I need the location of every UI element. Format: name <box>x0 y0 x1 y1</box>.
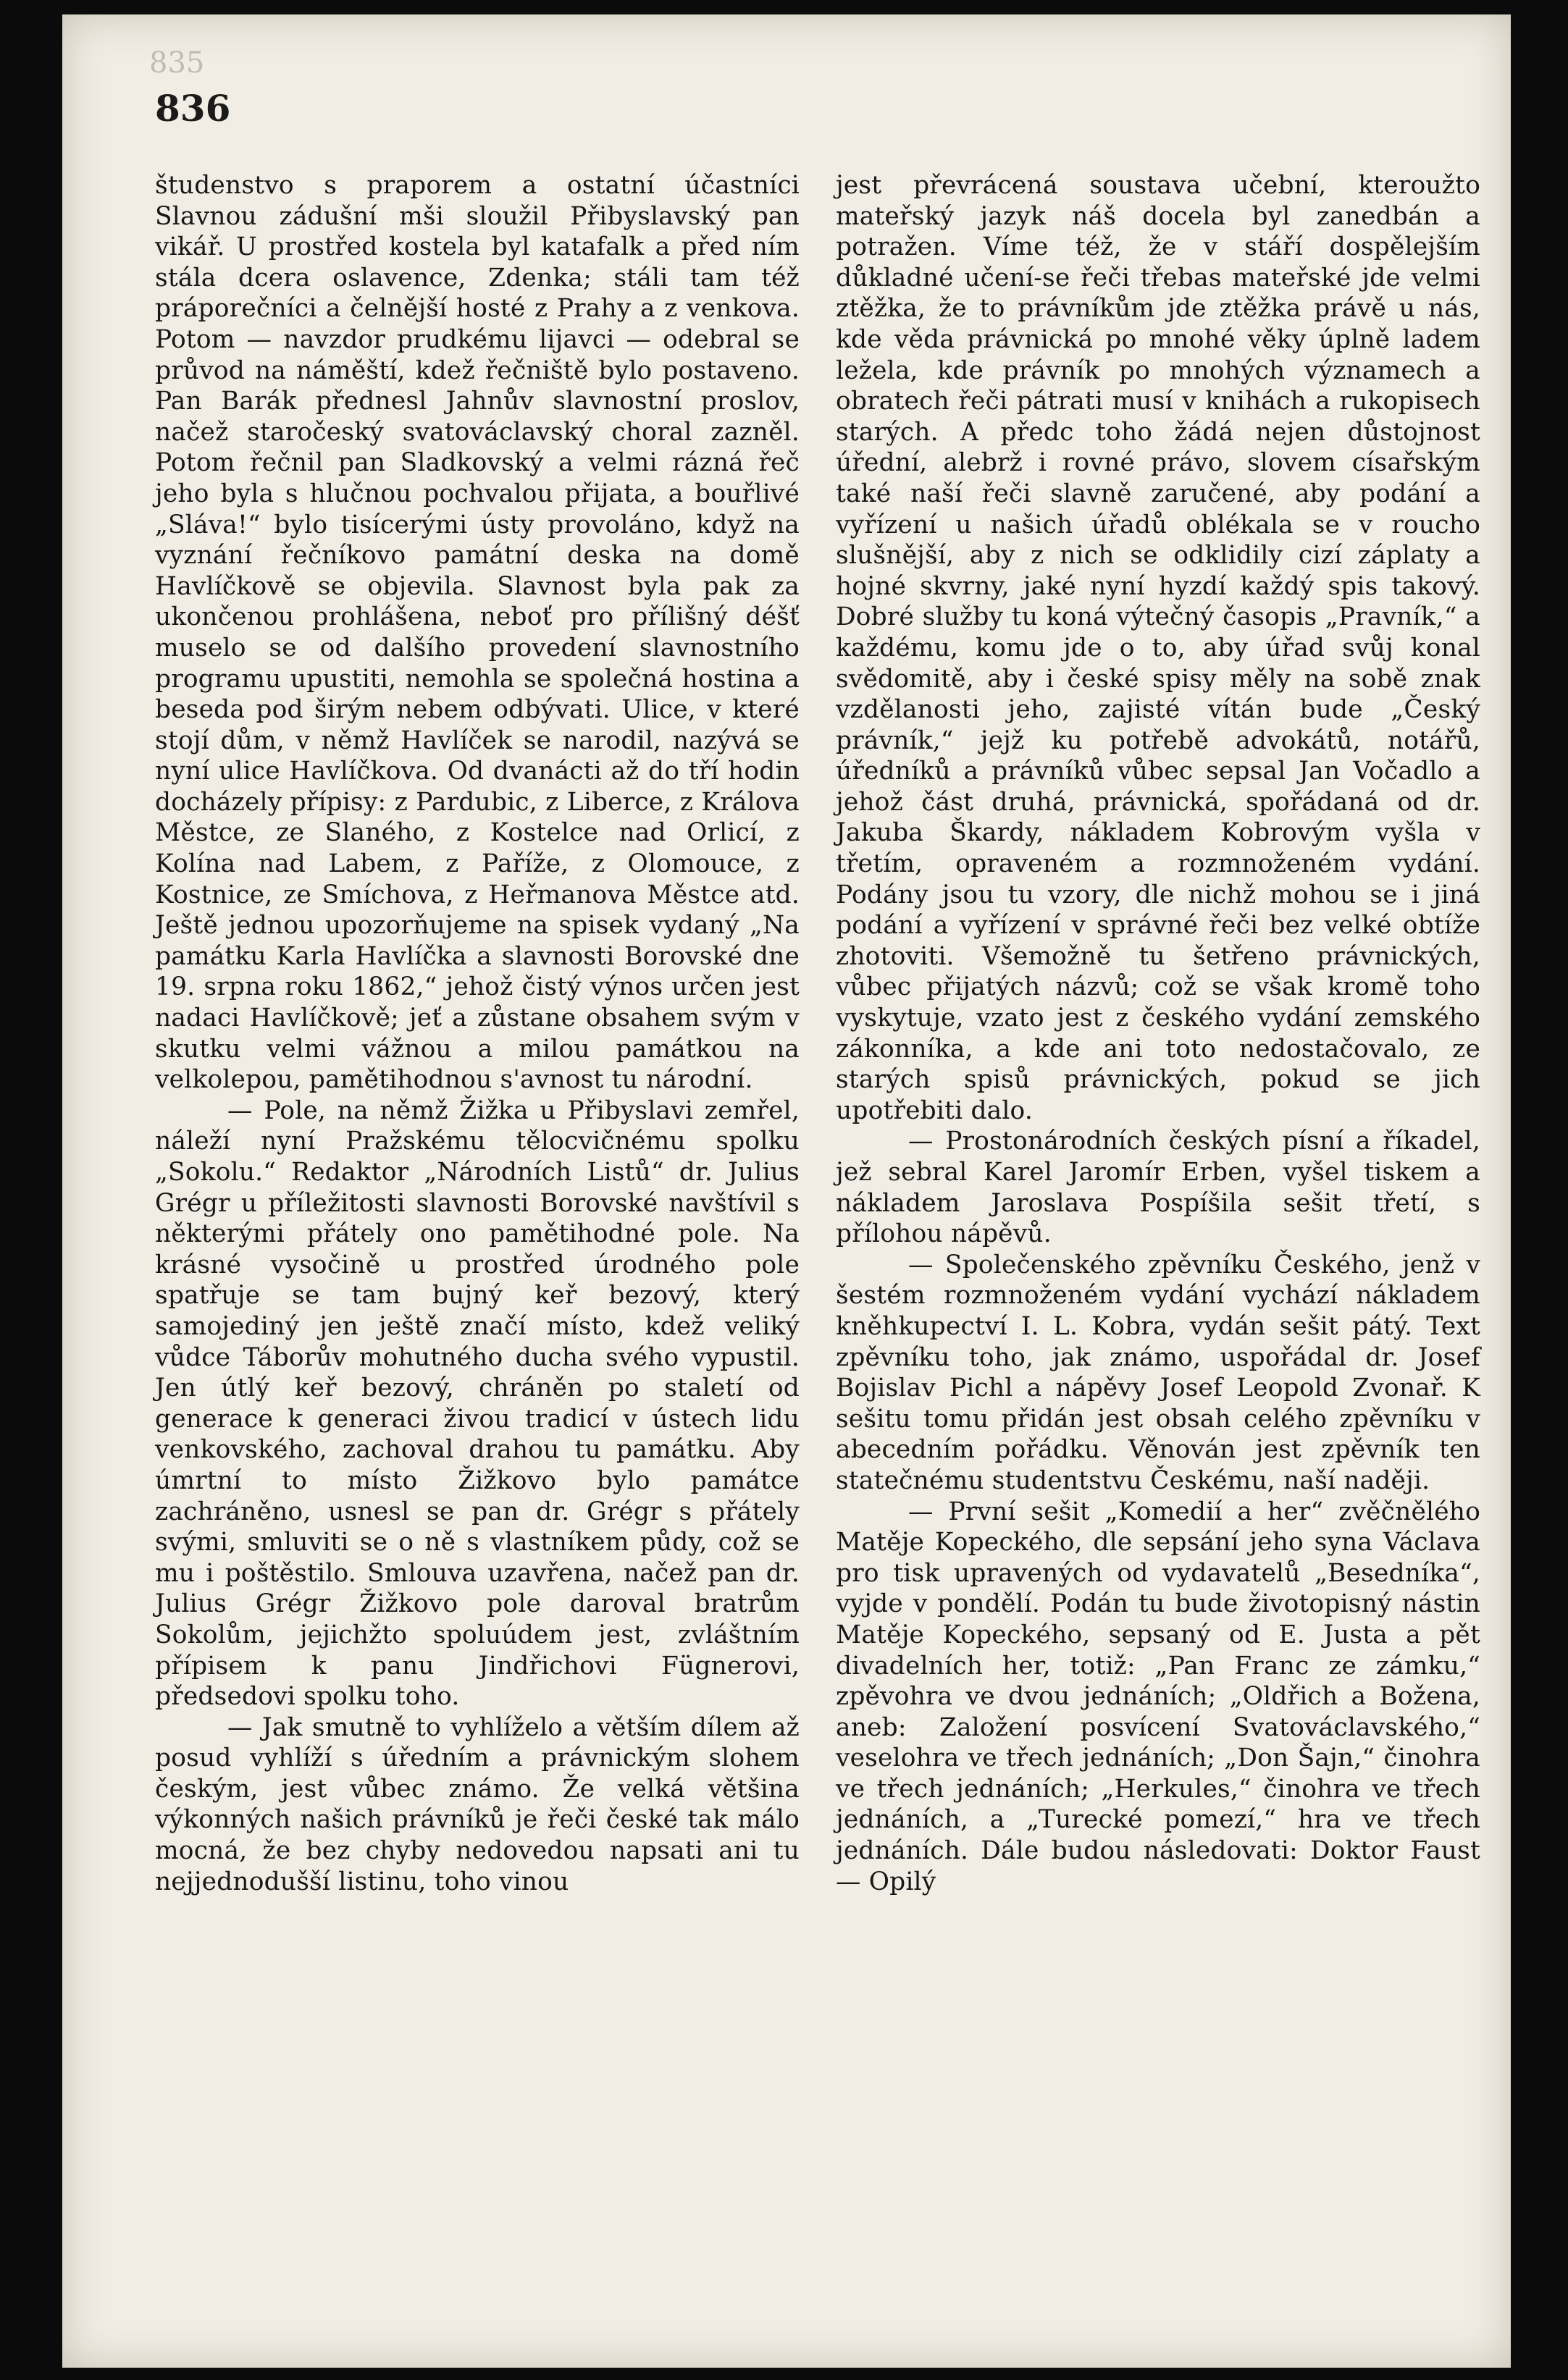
bleed-through-page-number: 835 <box>149 46 205 80</box>
left-paragraph-3: — Jak smutně to vyhlíželo a větším dílem až posud vyhlíží s úředním a právnickým slohem českým, jest vůbec známo. Že velká většina výkonných našich právníků je řeči české tak málo mocná, že bez chyby nedovedou napsati ani tu nejjednodušší listinu, toho vinou <box>155 1712 800 1896</box>
page-number: 836 <box>155 87 231 130</box>
newspaper-page <box>62 14 1511 2368</box>
right-paragraph-1: jest převrácená soustava učební, kteroužto mateřský jazyk náš docela byl zanedbán a potražen. Víme též, že v stáří dospělejším důkladné učení-se řeči třebas mateřské jde velmi ztěžka, že to právníkům jde ztěžka právě u nás, kde věda právnická po mnohé věky úplně ladem ležela, kde právník po mnohých významech a obratech řeči pátrati musí v knihách a rukopisech starých. A předc toho žádá nejen důstojnost úřední, alebrž i rovné právo, slovem císařským také naší řeči slavně zaručené, aby podání a vyřízení u našich úřadů oblékala se v roucho slušnější, aby z nich se odklidily cizí záplaty a hojné skvrny, jaké nyní hyzdí každý spis takový. Dobré služby tu koná výtečný časopis „Pravník,“ a každému, komu jde o to, aby úřad svůj konal svědomitě, aby i české spisy měly na sobě znak vzdělanosti jeho, zajisté vítán bude „Český právník,“ jejž ku potřebě advokátů, notářů, úředníků a právníků vůbec sepsal Jan Vočadlo a jehož část druhá, právnická, spořádaná od dr. Jakuba Škardy, nákladem Kobrovým vyšla v třetím, opraveném a rozmnoženém vydání. Podány jsou tu vzory, dle nichž mohou se i jiná podání a vyřízení v správné řeči bez velké obtíže zhotoviti. Všemožně tu šetřeno právnických, vůbec přijatých názvů; což se však kromě toho vyskytuje, vzato jest z českého vydání zemského zákonníka, a kde ani toto nedostačovalo, ze starých spisů právnických, pokud se jich upotřebiti dalo. <box>836 171 1480 1125</box>
left-paragraph-1: študenstvo s praporem a ostatní účastníci Slavnou zádušní mši sloužil Přibyslavský pan vikář. U prostřed kostela byl katafalk a před ním stála dcera oslavence, Zdenka; stáli tam též práporečníci a čelnější hosté z Prahy a z venkova. Potom — navzdor prudkému lijavci — odebral se průvod na náměští, kdež řečniště bylo postaveno. Pan Barák přednesl Jahnův slavnostní proslov, načež staročeský svatováclavský choral zazněl. Potom řečnil pan Sladkovský a velmi rázná řeč jeho byla s hlučnou pochvalou přijata, a bouřlivé „Sláva!“ bylo tisícerými ústy provoláno, když na vyznání řečníkovo památní deska na domě Havlíčkově se objevila. Slavnost byla pak za ukončenou prohlášena, neboť pro přílišný déšť muselo se od dalšího provedení slavnostního programu upustiti, nemohla se společná hostina a beseda pod širým nebem odbývati. Ulice, v které stojí dům, v němž Havlíček se narodil, nazývá se nyní ulice Havlíčkova. Od dvanácti až do tří hodin docházely přípisy: z Pardubic, z Liberce, z Králova Městce, ze Slaného, z Kostelce nad Orlicí, z Kolína nad Labem, z Paříže, z Olomouce, z Kostnice, ze Smíchova, z Heřmanova Městce atd. Ještě jednou upozorňujeme na spisek vydaný „Na památku Karla Havlíčka a slavnosti Borovské dne 19. srpna roku 1862,“ jehož čistý výnos určen jest nadaci Havlíčkově; jeť a zůstane obsahem svým v skutku velmi vážnou a milou památkou na velkolepou, pamětihodnou s'avnost tu národní. <box>155 171 800 1095</box>
right-column <box>836 170 1480 1897</box>
right-paragraph-2: — Prostonárodních českých písní a říkadel, jež sebral Karel Jaromír Erben, vyšel tiskem a nákladem Jaroslava Pospíšila sešit třetí, s přílohou nápěvů. <box>836 1127 1480 1249</box>
right-paragraph-4: — První sešit „Komedií a her“ zvěčnělého Matěje Kopeckého, dle sepsání jeho syna Václava pro tisk upravených od vydavatelů „Besedníka“, vyjde v pondělí. Podán tu bude životopisný nástin Matěje Kopeckého, sepsaný od E. Justa a pět divadelních her, totiž: „Pan Franc ze zámku,“ zpěvohra ve dvou jednáních; „Oldřich a Božena, aneb: Založení posvícení Svatováclavského,“ veselohra ve třech jednáních; „Don Šajn,“ činohra ve třech jednáních; „Herkules,“ činohra ve třech jednáních, a „Turecké pomezí,“ hra ve třech jednáních. Dále budou následovati: Doktor Faust — Opilý <box>836 1497 1480 1896</box>
left-paragraph-2: — Pole, na němž Žižka u Přibyslavi zemřel, náleží nyní Pražskému tělocvičnému spolku „Sokolu.“ Redaktor „Národních Listů“ dr. Julius Grégr u příležitosti slavnosti Borovské navštívil s některými přátely ono pamětihodné pole. Na krásné vysočině u prostřed úrodného pole spatřuje se tam bujný keř bezový, který samojediný jen ještě značí místo, kdež veliký vůdce Táborův mohutného ducha svého vypustil. Jen útlý keř bezový, chráněn po staletí od generace k generaci živou tradicí v ústech lidu venkovského, zachoval drahou tu památku. Aby úmrtní to místo Žižkovo bylo památce zachráněno, usnesl se pan dr. Grégr s přátely svými, smluviti se o ně s vlastníkem půdy, což se mu i poštěstilo. Smlouva uzavřena, načež pan dr. Julius Grégr Žižkovo pole daroval bratrům Sokolům, jejichžto spoluúdem jest, zvláštním přípisem k panu Jindřichovi Fügnerovi, předsedovi spolku toho. <box>155 1096 800 1712</box>
left-column <box>155 170 800 1897</box>
right-paragraph-3: — Společenského zpěvníku Českého, jenž v šestém rozmnoženém vydání vychází nákladem kněhkupectví I. L. Kobra, vydán sešit pátý. Text zpěvníku toho, jak známo, uspořádal dr. Josef Bojislav Pichl a nápěvy Josef Leopold Zvonař. K sešitu tomu přidán jest obsah celého zpěvníku v abecedním pořádku. Věnován jest zpěvník ten statečnému studentstvu Českému, naší naději. <box>836 1250 1480 1495</box>
